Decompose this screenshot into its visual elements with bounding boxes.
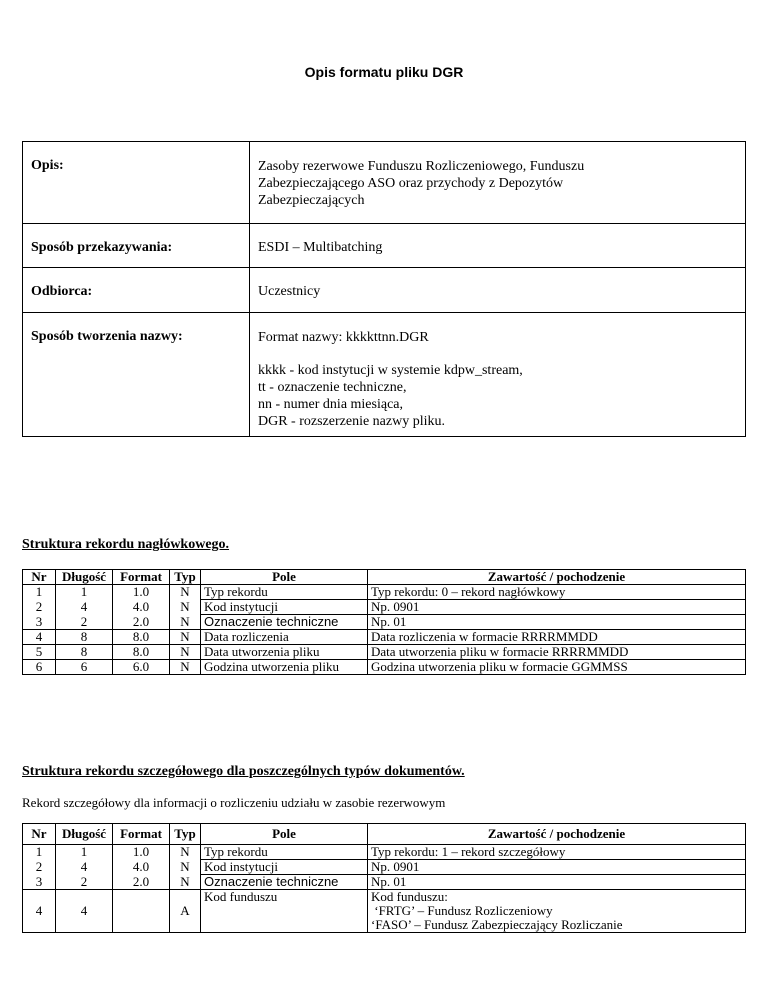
table-row xyxy=(23,860,746,875)
cell: Typ rekordu: 0 – rekord nagłówkowy xyxy=(368,585,746,600)
cell: 1 xyxy=(56,585,113,600)
table-row xyxy=(23,890,746,933)
cell: Godzina utworzenia pliku xyxy=(201,660,368,675)
cell: N xyxy=(170,645,201,660)
cell: 2.0 xyxy=(113,615,170,630)
col-pole: Pole xyxy=(201,824,368,845)
cell: 2 xyxy=(56,615,113,630)
odbiorca-label: Odbiorca: xyxy=(23,268,250,313)
cell: N xyxy=(170,845,201,860)
cell xyxy=(113,890,170,933)
col-pole: Pole xyxy=(201,570,368,585)
col-dlugosc: Długość xyxy=(56,570,113,585)
header-section-title: Struktura rekordu nagłówkowego. xyxy=(22,537,230,552)
col-typ: Typ xyxy=(170,824,201,845)
cell: Typ rekordu xyxy=(201,585,368,600)
table-row xyxy=(23,585,746,600)
cell: 4.0 xyxy=(113,860,170,875)
opis-line: Zabezpieczających xyxy=(258,193,365,208)
cell: 4 xyxy=(23,890,56,933)
cell: Typ rekordu: 1 – rekord szczegółowy xyxy=(368,845,746,860)
cell: 6.0 xyxy=(113,660,170,675)
table-row xyxy=(23,615,746,630)
cell: 4 xyxy=(56,860,113,875)
cell: N xyxy=(170,630,201,645)
col-format: Format xyxy=(113,824,170,845)
header-record-table xyxy=(22,569,746,675)
nazwa-line: nn - numer dnia miesiąca, xyxy=(258,397,404,412)
cell: Kod instytucji xyxy=(201,860,368,875)
cell: A xyxy=(170,890,201,933)
cell: N xyxy=(170,585,201,600)
table-row xyxy=(23,630,746,645)
cell: Np. 0901 xyxy=(368,860,746,875)
nazwa-line: tt - oznaczenie techniczne, xyxy=(258,380,407,395)
cell: 2 xyxy=(56,875,113,890)
detail-record-table xyxy=(22,823,746,933)
nazwa-value xyxy=(250,313,746,437)
table-row xyxy=(23,845,746,860)
col-typ: Typ xyxy=(170,570,201,585)
odbiorca-value: Uczestnicy xyxy=(250,268,746,313)
cell: 8 xyxy=(56,630,113,645)
table-row xyxy=(23,645,746,660)
col-nr: Nr xyxy=(23,824,56,845)
cell: 4.0 xyxy=(113,600,170,615)
cell: 1 xyxy=(23,585,56,600)
cell-line: ‘FRTG’ – Fundusz Rozliczeniowy xyxy=(371,903,553,918)
table-row xyxy=(23,875,746,890)
nazwa-line: kkkk - kod instytucji w systemie kdpw_stream, xyxy=(258,363,523,378)
cell: 2 xyxy=(23,600,56,615)
nazwa-format: Format nazwy: kkkkttnn.DGR xyxy=(258,330,429,345)
cell: 3 xyxy=(23,875,56,890)
cell: 1.0 xyxy=(113,585,170,600)
col-zawartosc: Zawartość / pochodzenie xyxy=(368,824,746,845)
cell: 8.0 xyxy=(113,645,170,660)
opis-line: Zabezpieczającego ASO oraz przychody z Depozytów xyxy=(258,176,564,191)
cell: N xyxy=(170,860,201,875)
cell-line: Kod funduszu: xyxy=(371,889,448,904)
cell: 1.0 xyxy=(113,845,170,860)
cell: 1 xyxy=(23,845,56,860)
table-row xyxy=(23,600,746,615)
detail-section-title: Struktura rekordu szczegółowego dla poszczególnych typów dokumentów. xyxy=(22,764,465,779)
cell: Oznaczenie techniczne xyxy=(201,875,368,890)
col-nr: Nr xyxy=(23,570,56,585)
cell: Oznaczenie techniczne xyxy=(201,615,368,630)
cell: Kod funduszu xyxy=(201,890,368,933)
cell: Np. 0901 xyxy=(368,600,746,615)
cell: Data utworzenia pliku xyxy=(201,645,368,660)
cell: Data rozliczenia w formacie RRRRMMDD xyxy=(368,630,746,645)
opis-value xyxy=(250,142,746,224)
cell: 8.0 xyxy=(113,630,170,645)
detail-section-subtitle: Rekord szczegółowy dla informacji o rozliczeniu udziału w zasobie rezerwowym xyxy=(22,795,446,810)
nazwa-line: DGR - rozszerzenie nazwy pliku. xyxy=(258,414,445,429)
cell: 6 xyxy=(56,660,113,675)
cell: 5 xyxy=(23,645,56,660)
cell: Godzina utworzenia pliku w formacie GGMMSS xyxy=(368,660,746,675)
cell: 3 xyxy=(23,615,56,630)
table-row xyxy=(23,660,746,675)
sposob-value: ESDI – Multibatching xyxy=(250,224,746,268)
cell: 8 xyxy=(56,645,113,660)
sposob-label: Sposób przekazywania: xyxy=(23,224,250,268)
cell: N xyxy=(170,875,201,890)
cell: 2 xyxy=(23,860,56,875)
opis-label: Opis: xyxy=(23,142,250,224)
cell xyxy=(368,890,746,933)
file-info-table xyxy=(22,141,746,437)
cell: 2.0 xyxy=(113,875,170,890)
opis-line: Zasoby rezerwowe Funduszu Rozliczeniowego, Funduszu xyxy=(258,159,585,174)
cell: 4 xyxy=(56,600,113,615)
cell-line: ‘FASO’ – Fundusz Zabezpieczający Rozliczanie xyxy=(371,917,623,932)
col-format: Format xyxy=(113,570,170,585)
cell: N xyxy=(170,600,201,615)
cell: N xyxy=(170,660,201,675)
cell: Typ rekordu xyxy=(201,845,368,860)
cell: Np. 01 xyxy=(368,615,746,630)
cell: Kod instytucji xyxy=(201,600,368,615)
cell: 4 xyxy=(56,890,113,933)
cell: 1 xyxy=(56,845,113,860)
col-zawartosc: Zawartość / pochodzenie xyxy=(368,570,746,585)
cell: N xyxy=(170,615,201,630)
cell: Data utworzenia pliku w formacie RRRRMMDD xyxy=(368,645,746,660)
col-dlugosc: Długość xyxy=(56,824,113,845)
cell: Np. 01 xyxy=(368,875,746,890)
nazwa-label: Sposób tworzenia nazwy: xyxy=(23,313,250,437)
cell: 6 xyxy=(23,660,56,675)
cell: 4 xyxy=(23,630,56,645)
document-title: Opis formatu pliku DGR xyxy=(304,64,464,80)
cell: Data rozliczenia xyxy=(201,630,368,645)
